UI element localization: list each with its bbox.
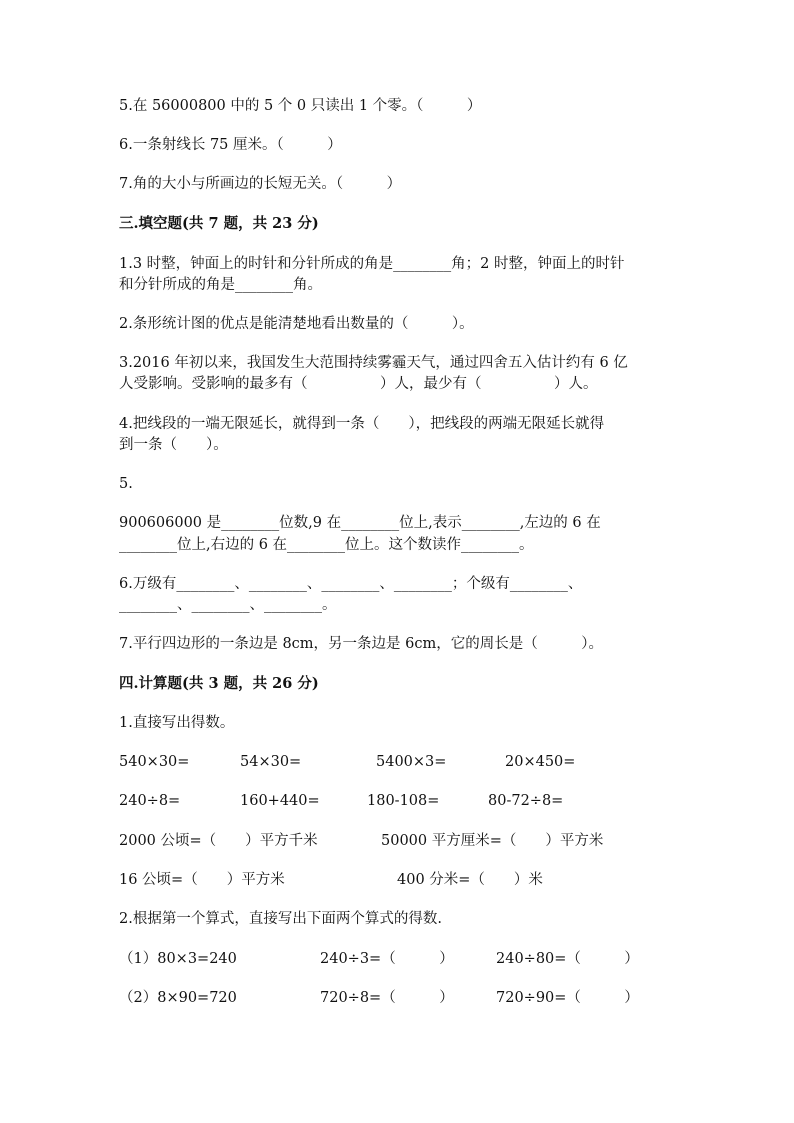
calc-item: 160+440=: [240, 793, 320, 809]
derived-equation: 240÷80=（ ）: [496, 951, 639, 967]
judge-question-6: 6.一条射线长 75 厘米。（ ）: [119, 137, 342, 153]
calc-item: 540×30=: [119, 754, 190, 770]
section-3-heading: 三.填空题(共 7 题，共 23 分): [119, 215, 319, 232]
calc-item: 240÷8=: [119, 793, 181, 809]
known-equation: （2）8×90=720: [119, 990, 237, 1006]
fill-question-1-line-1: 1.3 时整，钟面上的时针和分针所成的角是________角；2 时整，钟面上的时针: [119, 256, 625, 272]
fill-question-5-number: 5.: [119, 476, 133, 492]
fill-question-4-line-1: 4.把线段的一端无限延长，就得到一条（ ），把线段的两端无限延长就得: [119, 416, 605, 432]
fill-question-1-line-2: 和分针所成的角是________角。: [119, 277, 322, 293]
unit-conversion-item: 2000 公顷=（ ）平方千米: [119, 833, 318, 849]
fill-question-6-line-1: 6.万级有________、________、________、________；个级有________、: [119, 576, 583, 592]
calc-item: 5400×3=: [376, 754, 447, 770]
calc-question-1-title: 1.直接写出得数。: [119, 715, 235, 731]
derived-equation: 240÷3=（ ）: [320, 951, 454, 967]
fill-question-2: 2.条形统计图的优点是能清楚地看出数量的（ ）。: [119, 316, 474, 332]
known-equation: （1）80×3=240: [119, 951, 237, 967]
fill-question-7: 7.平行四边形的一条边是 8cm，另一条边是 6cm，它的周长是（ ）。: [119, 636, 603, 652]
unit-conversion-item: 50000 平方厘米=（ ）平方米: [381, 833, 604, 849]
fill-question-3-line-2: 人受影响。受影响的最多有（ ）人，最少有（ ）人。: [119, 376, 598, 392]
fill-question-4-line-2: 到一条（ ）。: [119, 437, 228, 453]
derived-equation: 720÷8=（ ）: [320, 990, 454, 1006]
calc-item: 54×30=: [240, 754, 302, 770]
calc-item: 80-72÷8=: [488, 793, 564, 809]
fill-question-5-line-1: 900606000 是________位数,9 在________位上,表示________,左边的 6 在: [119, 515, 601, 531]
judge-question-7: 7.角的大小与所画边的长短无关。（ ）: [119, 176, 402, 192]
derived-equation: 720÷90=（ ）: [496, 990, 639, 1006]
judge-question-5: 5.在 56000800 中的 5 个 0 只读出 1 个零。（ ）: [119, 98, 482, 114]
fill-question-5-line-2: ________位上,右边的 6 在________位上。这个数读作________。: [119, 537, 534, 553]
calc-question-2-title: 2.根据第一个算式，直接写出下面两个算式的得数.: [119, 911, 442, 927]
section-4-heading: 四.计算题(共 3 题，共 26 分): [119, 675, 319, 692]
fill-question-3-line-1: 3.2016 年初以来，我国发生大范围持续雾霾天气，通过四舍五入估计约有 6 亿: [119, 355, 628, 371]
unit-conversion-item: 16 公顷=（ ）平方米: [119, 872, 285, 888]
calc-item: 180-108=: [367, 793, 440, 809]
unit-conversion-item: 400 分米=（ ）米: [397, 872, 543, 888]
calc-item: 20×450=: [505, 754, 576, 770]
fill-question-6-line-2: ________、________、________。: [119, 597, 337, 613]
